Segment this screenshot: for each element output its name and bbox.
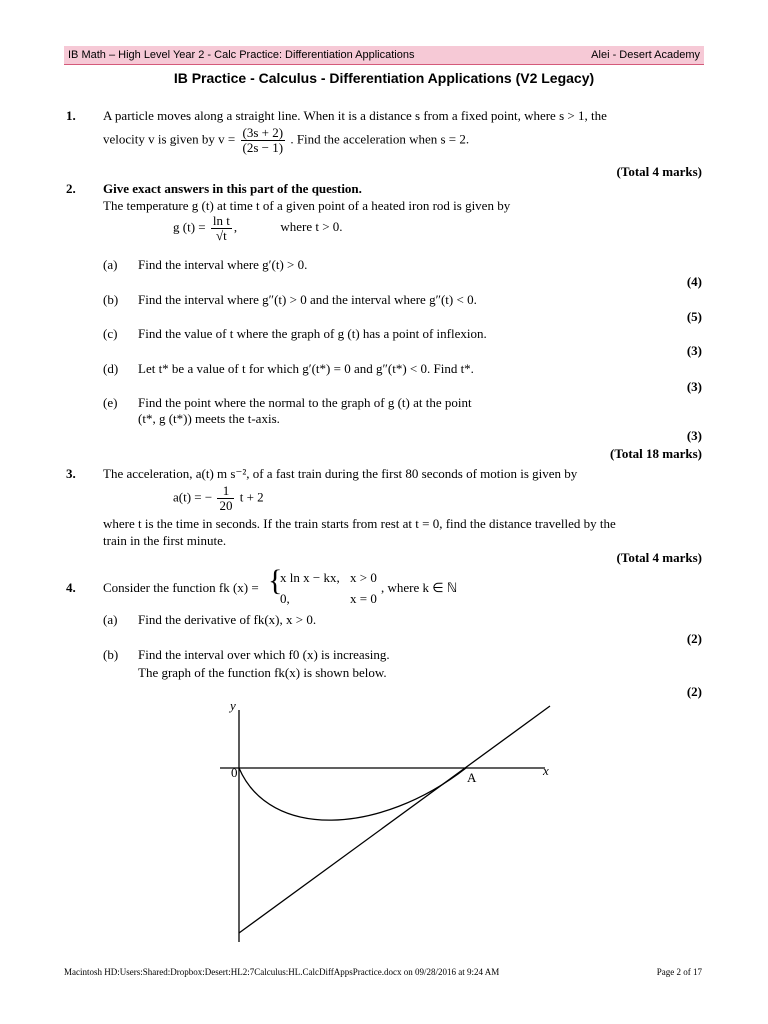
graph-x-label: x	[543, 763, 549, 778]
q3-total-marks: (Total 4 marks)	[616, 550, 702, 565]
q4b-text: Find the interval over which f0 (x) is increasing.	[138, 647, 390, 662]
q2-line1: The temperature g (t) at time t of a given point of a heated iron rod is given by	[103, 198, 511, 213]
graph-tangent-line	[239, 706, 550, 933]
q2d-label: (d)	[103, 361, 119, 376]
q1-total-marks: (Total 4 marks)	[616, 164, 702, 179]
q2-frac-denominator: √t	[215, 228, 227, 243]
q2a-text: Find the interval where g′(t) > 0.	[138, 257, 308, 272]
q2-frac-numerator: ln t	[212, 213, 230, 228]
q2e-text-line2: (t*, g (t*)) meets the t-axis.	[138, 411, 280, 426]
q4b-text-line2: The graph of the function fk(x) is shown below.	[138, 665, 387, 680]
q4-lead: Consider the function fk (x) =	[103, 580, 259, 595]
q3-number: 3.	[66, 466, 76, 481]
graph-curve	[239, 768, 466, 820]
q2c-text: Find the value of t where the graph of g (t) has a point of inflexion.	[138, 326, 487, 341]
q2a-marks: (4)	[686, 274, 702, 289]
q2-instruction: Give exact answers in this part of the question.	[103, 181, 362, 196]
q4-case1-cond: x > 0	[350, 570, 377, 585]
q3-line3: train in the first minute.	[103, 533, 227, 548]
q2b-label: (b)	[103, 292, 119, 307]
q2-formula-condition: where t > 0.	[280, 219, 343, 235]
q2-total-marks: (Total 18 marks)	[610, 446, 702, 461]
q2e-text: Find the point where the normal to the graph of g (t) at the point	[138, 395, 472, 410]
q1-frac-numerator: (3s + 2)	[242, 125, 284, 140]
q4-case2-cond: x = 0	[350, 591, 377, 606]
graph-point-a-label: A	[467, 770, 477, 785]
q2e-marks: (3)	[686, 428, 702, 443]
q2-formula-lhs: g (t) =	[173, 219, 206, 235]
footer-file-path: Macintosh HD:Users:Shared:Dropbox:Desert:HL2:7Calculus:HL.CalcDiffAppsPractice.docx on 09/28/2016 at 9:24 AM	[64, 967, 500, 977]
q2d-marks: (3)	[686, 379, 702, 394]
q4-case2-expr: 0,	[280, 591, 290, 606]
q1-line1: A particle moves along a straight line. When it is a distance s from a fixed point, where s > 1, the	[103, 108, 607, 123]
q2-formula-comma: ,	[233, 219, 238, 235]
q4b-label: (b)	[103, 647, 119, 662]
graph-y-label: y	[230, 698, 236, 713]
q3-line1: The acceleration, a(t) m s⁻², of a fast train during the first 80 seconds of motion is given by	[103, 466, 578, 481]
header-course-title: IB Math – High Level Year 2 - Calc Practice: Differentiation Applications	[68, 49, 415, 61]
q3-formula-rhs: t + 2	[239, 489, 264, 505]
page-title: IB Practice - Calculus - Differentiation Applications (V2 Legacy)	[173, 70, 595, 86]
q2c-marks: (3)	[686, 343, 702, 358]
q4-piecewise-brace: {	[268, 564, 283, 597]
q2d-text: Let t* be a value of t for which g′(t*) = 0 and g″(t*) < 0. Find t*.	[138, 361, 474, 376]
q1-line2-start: velocity v is given by v =	[103, 131, 236, 147]
graph-origin-label: 0	[231, 765, 238, 780]
q4-tail: , where k ∈ ℕ	[381, 580, 458, 595]
q2-number: 2.	[66, 181, 76, 196]
q4-number: 4.	[66, 580, 76, 595]
q4a-marks: (2)	[686, 631, 702, 646]
q3-frac-numerator: 1	[217, 484, 234, 499]
q2b-marks: (5)	[686, 309, 702, 324]
footer-page-number: Page 2 of 17	[656, 967, 702, 977]
q2e-label: (e)	[103, 395, 118, 410]
q3-frac-denominator: 20	[219, 498, 233, 513]
header-author: Alei - Desert Academy	[591, 49, 700, 61]
q4a-label: (a)	[103, 612, 118, 627]
q2b-text: Find the interval where g″(t) > 0 and the interval where g″(t) < 0.	[138, 292, 477, 307]
q2a-label: (a)	[103, 257, 118, 272]
q1-number: 1.	[66, 108, 76, 123]
q2c-label: (c)	[103, 326, 118, 341]
q3-line2: where t is the time in seconds. If the train starts from rest at t = 0, find the distance travelled by the	[103, 516, 616, 531]
q3-formula-lhs: a(t) = −	[173, 489, 213, 505]
q4-case1-expr: x ln x − kx,	[280, 570, 340, 585]
q1-line2-end: . Find the acceleration when s = 2.	[290, 131, 470, 147]
q4b-marks: (2)	[686, 684, 702, 699]
q4a-text: Find the derivative of fk(x), x > 0.	[138, 612, 317, 627]
q1-frac-denominator: (2s − 1)	[242, 140, 284, 155]
